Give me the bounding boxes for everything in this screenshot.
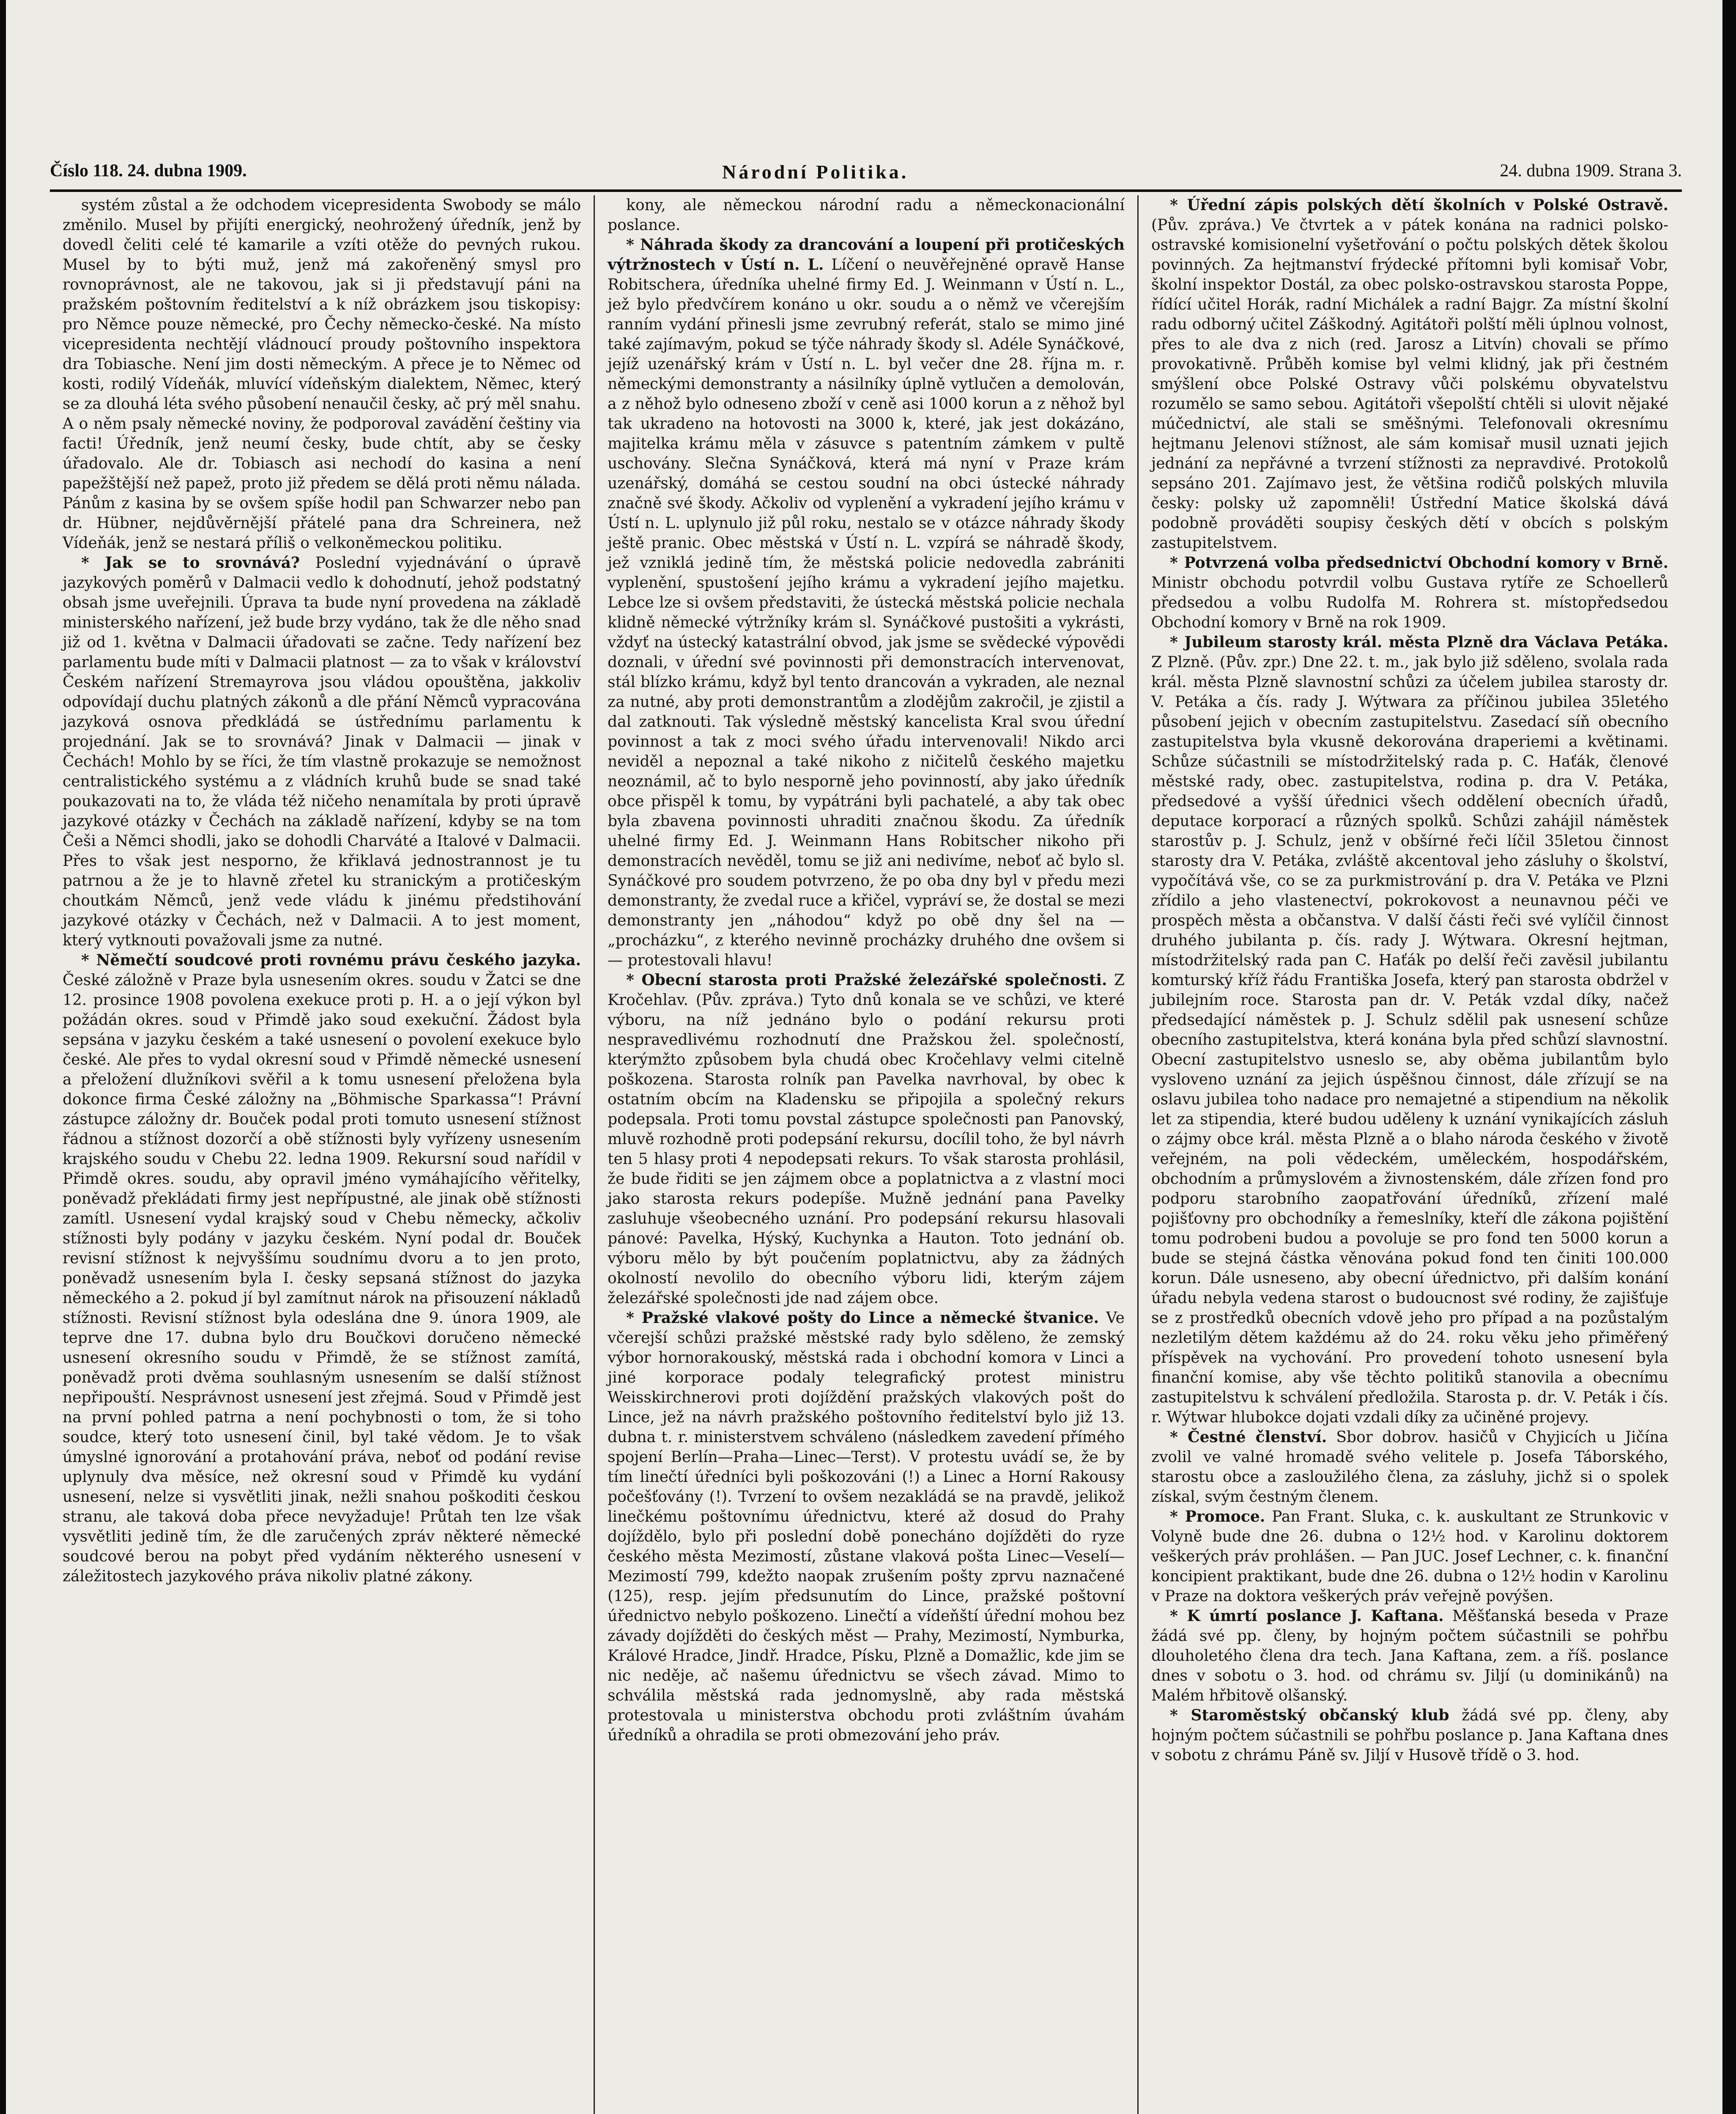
- article-heading: * Úřední zápis polských dětí školních v Polské Ostravě.: [1170, 196, 1668, 214]
- article-paragraph: [608, 195, 1125, 235]
- article-text: kony, ale německou národní radu a německonacionální poslance.: [608, 197, 1125, 234]
- article-columns: [50, 195, 1682, 2114]
- article-paragraph: [63, 950, 581, 1586]
- article-text: České záložně v Praze byla usnesením okres. soudu v Žatci se dne 12. prosince 1908 povolena exekuce proti p. H. a o její výkon byl požádán okres. soud v Přimdě jako soud exekuční. Žádost byla sepsána v jazyku českém a také usnesení o povolení exekuce bylo české. Ale přes to vydal okresní soud v Přimdě německé usnesení a přeložení dlužníkovi svěřil a k tomu usnesení přeložena byla dokonce firma České záložny na „Böhmische Sparkassa“! Právní zástupce záložny dr. Bouček podal proti tomuto usnesení stížnost řádnou a stížnost dozorčí a obě stížnosti byly vyřízeny usnesením krajského soudu v Chebu 22. ledna 1909. Rekursní soud nařídil v Přimdě okres. soudu, aby opravil jméno vymáhajícího věřitelky, poněvadž překládati firmy jest nepřípustné, ale jinak obě stížnosti zamítl. Usnesení vydal krajský soud v Chebu německy, ačkoliv stížnosti byly podány v jazyku českém. Nyní podal dr. Bouček revisní stížnost k nejvyššímu soudnímu dvoru a to jen proto, poněvadž usnesením byla I. česky sepsaná stížnost do jazyka německého a 2. pokud jí byl zamítnut nárok na přisouzení nákladů stížnosti. Revisní stížnost byla odeslána dne 9. února 1909, ale teprve dne 17. dubna bylo dru Boučkovi doručeno německé usnesení okresního soudu v Přimdě, že se stížnost zamítá, poněvadž proti dvěma souhlasným usnesením se další stížnost nepřipouští. Nesprávnost usnesení jest zřejmá. Soud v Přimdě jest na první pohled patrna a není pochybnosti o tom, že si toho soudce, který toto usnesení činil, byl také vědom. Je to však úmyslné ignorování a protahování práva, neboť od podání revise uplynuly dva měsíce, než okresní soud v Přimdě ku vydání usnesení, nelze si vysvětliti jinak, nežli snahou poškoditi českou stranu, ale taková doba přece nevyžaduje! Průtah ten lze však vysvětliti jedině tím, že dle zaručených zpráv některé německé soudcové berou na pobyt před vydáním některého usnesení v záležitostech jazykového práva nikoliv platné zákony.: [63, 972, 581, 1585]
- article-heading: * Jubileum starosty král. města Plzně dra Václava Petáka.: [1170, 633, 1668, 651]
- article-paragraph: [1151, 1507, 1668, 1606]
- article-text: Poslední vyjednávání o úpravě jazykových poměrů v Dalmacii vedlo k dohodnutí, jehož podstatný obsah jsme uveřejnili. Úprava ta bude nyní provedena na základě ministerského nařízení, jež bude brzy vydáno, tak že dle něho snad již od 1. května v Dalmacii úřadovati se začne. Tedy nařízení bez parlamentu bude míti v Dalmacii platnost — za to však v království Českém nařízení Stremayrova jsou vládou opouštěna, jakkoliv odpovídají duchu platných zákonů a dle přání Němců vypracována jazyková osnova předkládá se ústřednímu parlamentu k projednání. Jak se to srovnává? Jinak v Dalmacii — jinak v Čechách! Mohlo by se říci, že tím vlastně prokazuje se nemožnost centralistického systému a z vládních kruhů bude se snad také poukazovati na to, že vláda též ničeho nenamítala by proti úpravě jazykové otázky v Čechách na základě nařízení, kdyby se na tom Češi a Němci shodli, jako se dohodli Charváté a Italové v Dalmacii. Přes to však jest nesporno, že křiklavá jednostrannost je tu patrnou a že je to hlavně zřetel ku stranickým a protičeským choutkám Němců, jenž vede vládu k jinému předstihování jazykové otázky v Čechách, než v Dalmacii. A to jest moment, který vytknouti považovali jsme za nutné.: [63, 554, 581, 949]
- newspaper-title: Národní Politika.: [722, 161, 909, 183]
- article-paragraph: [63, 553, 581, 950]
- article-text: (Pův. zpráva.) Ve čtvrtek a v pátek konána na radnici polsko-ostravské komisionelní vyšetřování o počtu polských dětek školou povinných. Za hejtmanství frýdecké přítomni byli komisař Vobr, školní inspektor Dostál, za obec polsko-ostravskou starosta Poppe, řídící učitel Horák, radní Michálek a radní Bajgr. Za místní školní radu odborný učitel Záškodný. Agitátoři polští měli úplnou volnost, přes to ale dva z nich (red. Jarosz a Litvín) chovali se přímo provokativně. Průběh komise byl velmi klidný, jak při čestném smýšlení obce Polské Ostravy vůči polskému obyvatelstvu rozumělo se samo sebou. Agitátoři všepolští chtěli si ulovit nějaké múčednictví, ale stali se směšnými. Telefonovali okresnímu hejtmanu Jelenovi stížnost, ale sám komisař musil uznati jejich jednání za nepřávné a tvrzení stížnosti za nepravdivé. Protokolů sepsáno 201. Zajímavo jest, že většina rodičů polských mluvila česky: polsky už zapomněli! Ústřední Matice školská dává podobně prováděti soupisy českých dětí v obcích s polským zastupitelstvem.: [1151, 216, 1668, 552]
- issue-number-date: Číslo 118. 24. dubna 1909.: [50, 161, 247, 181]
- article-text: Ministr obchodu potvrdil volbu Gustava rytíře ze Schoellerů předsedou a volbu Rudolfa M. Rohrera st. místopředsedou Obchodní komory v Brně na rok 1909.: [1151, 574, 1668, 631]
- article-paragraph: [1151, 1606, 1668, 1706]
- article-paragraph: [608, 1308, 1125, 1745]
- article-text: Měšťanská beseda v Praze žádá své pp. členy, by hojným počtem súčastnili se pohřbu dlouholetého člena dra tech. Jana Kaftana, zem. a říš. poslance dnes v sobotu o 3. hod. od chrámu sv. Jiljí (u dominikánů) na Malém hřbitově olšanský.: [1151, 1607, 1669, 1704]
- article-paragraph: [63, 195, 581, 553]
- article-paragraph: [1151, 195, 1668, 553]
- article-heading: * Potvrzená volba předsednictví Obchodní komory v Brně.: [1170, 554, 1668, 572]
- article-heading: * K úmrtí poslance J. Kaftana.: [1170, 1607, 1444, 1625]
- article-paragraph: [608, 235, 1125, 970]
- article-text: Sbor dobrov. hasičů v Chyjicích u Jičína zvolil ve valné hromadě svého velitele p. Josefa Táborského, starostu obce a zasloužilého člena, za zásluhy, jichž si o spolek získal, svým čestným členem.: [1151, 1429, 1668, 1506]
- article-text: žádá své pp. členy, aby hojným počtem súčastnili se pohřbu poslance p. Jana Kaftana dnes v sobotu z chrámu Páně sv. Jiljí v Husově třídě o 3. hod.: [1151, 1707, 1668, 1764]
- article-paragraph: [608, 970, 1125, 1308]
- article-text: Pan Frant. Sluka, c. k. auskultant ze Strunkovic v Volyně bude dne 26. dubna o 12½ hod. v Karolinu doktorem veškerých práv prohlášen. — Pan JUC. Josef Lechner, c. k. finanční koncipient praktikant, bude dne 26. dubna o 12½ hodin v Karolinu v Praze na doktora veškerých práv veřejně povýšen.: [1151, 1508, 1668, 1605]
- article-heading: * Pražské vlakové pošty do Lince a německé štvanice.: [626, 1309, 1099, 1327]
- article-heading: * Obecní starosta proti Pražské železářské společnosti.: [626, 971, 1107, 989]
- article-paragraph: [1151, 1706, 1668, 1765]
- article-text: systém zůstal a že odchodem vicepresidenta Swobody se málo změnilo. Musel by přijíti energický, neohrožený úředník, jenž by dovedl čeliti celé té kamarile a vzíti otěže do pevných rukou. Musel by to býti muž, jenž má zakořeněný smysl pro rovnoprávnost, ale ne takovou, jak si ji představují páni na pražském poštovním ředitelství a k níž obrázkem jsou tiskopisy: pro Němce pouze německé, pro Čechy německo-české. Na místo vicepresidenta nechtějí vládnoucí proudy poštovního inspektora dra Tobiasche. Není jim dosti německým. A přece je to Němec od kosti, rodilý Vídeňák, mluvící vídeňským dialektem, Němec, který se za dlouhá léta svého působení nenaučil česky, ač prý měl snahu. A o něm psaly německé noviny, že podporoval zavádění češtiny via facti! Úředník, jenž neumí česky, bude chtít, aby se česky úřadovalo. Ale dr. Tobiasch asi nechodí do kasina a není papežštější než papež, proto již předem se dělá proti němu nálada. Pánům z kasina by se ovšem spíše hodil pan Schwarzer nebo pan dr. Hübner, nejdůvěrnější přátelé pana dra Schreinera, než Vídeňák, jenž se nestará příliš o velkoněmeckou politiku.: [63, 197, 581, 552]
- article-heading: * Němečtí soudcové proti rovnému právu českého jazyka.: [81, 951, 581, 969]
- article-paragraph: [1151, 633, 1668, 1427]
- article-text: Z Plzně. (Pův. zpr.) Dne 22. t. m., jak bylo již sděleno, svolala rada král. města Plzně slavnostní schůzi za účelem jubilea starosty dr. V. Petáka a čís. rady J. Wýtwara za příčinou jubilea 35letého působení jejich v obecním zastupitelstvu. Zasedací síň obecního zastupitelstva byla vkusně dekorována draperiemi a květinami. Schůze súčastnili se místodržitelský rada p. C. Haťák, členové městské rady, obec. zastupitelstva, rodina p. dra V. Petáka, předsedové a vyšší úřednici všech oddělení obecních úřadů, deputace korporací a různých spolků. Schůzi zahájil náměstek starostův p. J. Schulz, jenž v obšírné řeči líčil 35letou činnost starosty dra V. Petáka, zvláště akcentoval jeho zásluhy o školství, vypočítává vše, co se za purkmistrování p. dra V. Petáka ve Plzni zřídilo a jeho vlastenectví, pokrokovost a neunavnou péči ve prospěch města a občanstva. V další části řeči své vylíčil činnost druhého jubilanta p. čís. rady J. Wýtwara. Okresní hejtman, místodržitelský rada pan C. Haťák po delší řeči zavěsil jubilantu komturský kříž řádu Františka Josefa, který pan starosta obdržel v jubilejním roce. Starosta pan dr. V. Peták vzdal díky, načež předsedající náměstek p. J. Schulz sdělil pak usnesení schůze obecního zastupitelstva, která konána byla před schůzí slavnostní. Obecní zastupitelstvo usneslo se, aby oběma jubilantům bylo vysloveno uznání za jejich úspěšnou činnost, dále zřízují se na oslavu jubilea toho nadace pro nemajetné a stipendium na několik let za stipendia, které budou uděleny k uznání vynikajících zásluh o zájmy obce král. města Plzně a o blaho národa českého v životě veřejném, na poli vědeckém, uměleckém, hospodářském, obchodním a průmyslovém a živnostenském, dále zřízen fond pro podporu starobního zaopatřování úředníků, zřízení malé pojišťovny pro obchodníky a řemeslníky, kteří dle zákona pojištění tomu podrobeni budou a povoluje se pro fond ten 5000 korun a bude se stejná částka věnována pokud fond ten činiti 100.000 korun. Dále usneseno, aby obecní úřednictvo, při dalším konání úřadu nebyla vedena starost o budoucnost své rodiny, že zajišťuje se z prostředků obecních vdově jeho pro případ a na pozůstalým nezletilým dětem každému až do 24. roku věku jeho přiměřený příspěvek na vychování. Pro provedení tohoto usnesení byla finanční komise, aby vše těchto politiků stanovila a obecnímu zastupitelstvu k schválení předložila. Starosta p. dr. V. Peták i čís. r. Wýtwar hlubokce dojati vzdali díky za učiněné projevy.: [1151, 654, 1668, 1426]
- newspaper-page: [6, 0, 1722, 2114]
- article-heading: * Promoce.: [1170, 1508, 1265, 1525]
- article-heading: * Staroměstský občanský klub: [1170, 1706, 1449, 1724]
- article-heading: * Náhrada škody za drancování a loupení při protičeských výtržnostech v Ústí n. L.: [608, 236, 1125, 274]
- article-heading: * Čestné členství.: [1170, 1428, 1327, 1446]
- column-2: [594, 195, 1137, 2114]
- date-page-number: 24. dubna 1909. Strana 3.: [1500, 161, 1682, 181]
- column-1: [50, 195, 594, 2114]
- column-3: [1137, 195, 1681, 2114]
- header-rule: [50, 189, 1682, 192]
- article-paragraph: [1151, 1427, 1668, 1507]
- article-heading: * Jak se to srovnává?: [81, 554, 300, 572]
- article-text: Ve včerejší schůzi pražské městské rady bylo sděleno, že zemský výbor hornorakouský, městská rada i obchodní komora v Linci a jiné korporace podaly telegrafický protest ministru Weisskirchnerovi proti dojíždění pražských vlakových pošt do Lince, jež na návrh pražského poštovního ředitelství bylo již 13. dubna t. r. ministerstvem schváleno (následkem zavedení přímého spojení Berlín—Praha—Linec—Terst). V protestu uvádí se, že by tím linečtí úředníci byli poškozováni (!) a Linec a Horní Rakousy počešťovány (!). Tvrzení to ovšem nezakládá se na pravdě, jelikož linečkému poštovnímu úřednictvu, které až dosud do Prahy dojíždělo, bylo při poslední době ponecháno dojížděti do ryze českého města Mezimostí, zůstane vlaková pošta Linec—Veselí—Mezimostí 799, kdežto naopak zrušením pošty zprvu naznačené (125), resp. jejím předsunutím do Lince, pražské poštovní úřednictvo nebylo poškozeno. Linečtí a vídeňští úřední mohou bez závady dojížděti do českých měst — Prahy, Mezimostí, Nymburka, Králové Hradce, Jindř. Hradce, Písku, Plzně a Domažlic, kde jim se nic neděje, ač našemu úřednictvu se všech závad. Mimo to schválila městská rada jednomyslně, aby rada městská protestovala u ministerstva obchodu proti zvláštním úvahám úředníků a ohradila se proti obmezování jeho práv.: [608, 1309, 1125, 1744]
- article-text: Líčení o neuvěřejněné opravě Hanse Robitschera, úředníka uhelné firmy Ed. J. Weinmann v Ústí n. L., jež bylo předvčírem konáno u okr. soudu a o němž ve včerejším ranním vydání přinesli jsme zevrubný referát, stalo se mimo jiné také zajímavým, pokud se týče náhrady škody sl. Adéle Synáčkové, jejíž uzenářský krám v Ústí n. L. byl večer dne 28. října m. r. německými demonstranty a násilníky úplně vytlučen a demolován, a z něhož bylo odneseno zboží v ceně asi 1000 korun a z něhož byl tak ukradeno na hotovosti na 3000 k, které, jak jest dokázáno, majitelka krámu měla v zásuvce s patentním zámkem v pultě uschovány. Slečna Synáčková, která má nyní v Praze krám uzenářský, domáhá se cestou soudní na obci ústecké náhrady značně své škody. Ačkoliv od vyplenění a vykradení jejího krámu v Ústí n. L. uplynulo již půl roku, nestalo se v otázce náhrady škody ještě pranic. Obec městská v Ústí n. L. vzpírá se náhradě škody, jež vzniklá jedině tím, že městská policie nedovedla zabrániti vyplenění, spustošení jejího krámu a vykradení jejího majetku. Lebce lze si ovšem představiti, že ústecká městská policie nechala klidně německé výtržníky krám sl. Synáčkové pustošiti a vykrásti, vždyť na ústecký katastrální obvod, jak jsme se svědecké výpovědi doznali, v úřední své povinnosti při demonstracích intervenovat, stál blízko krámu, když byl tento drancován a vykraden, ale neznal za nutné, aby proti demonstrantům a zlodějům zakročil, je zjistil a dal zatknouti. Tak výsledně městský kancelista Kral svou úřední povinnost a tak z moci svého úřadu intervenovali! Nikdo arci neviděl a nepoznal a také nikoho z ničitelů českého majetku neoznámil, ač to bylo nesporně jeho povinností, aby jako úředník obce přispěl k tomu, by vypátráni byli pachatelé, a aby tak obec byla zbavena povinnosti uhraditi značnou škodu. Za úředník uhelné firmy Ed. J. Weinmann Hans Robitscher nikoho při demonstracích nevěděl, tomu se již ani nedivíme, neboť ač bylo sl. Synáčkové pro soudem potvrzeno, že po oba dny byl v předu mezi demonstranty, že zvedal ruce a křičel, vypráví se, že dostal se mezi demonstranty jen „náhodou“ když po obě dny šel na — „procházku“, z kterého nevinně procházky druhého dne ovšem si — protestovali hlavu!: [608, 256, 1125, 969]
- article-paragraph: [1151, 553, 1668, 633]
- article-text: Z Kročehlav. (Pův. zpráva.) Tyto dnů konala se ve schůzi, ve které výboru, na níž jednáno bylo o podání rekursu proti nespravedlivému rozhodnutí dne Pražskou žel. společností, kterýmžto způsobem byla chudá obec Kročehlavy velmi citelně poškozena. Starosta rolník pan Pavelka navrhoval, by obec k ostatním obcím na Kladensku se připojila a společný rekurs podepsala. Proti tomu povstal zástupce společnosti pan Panovský, mluvě rozhodně proti podepsání rekursu, docílil toho, že byl návrh ten 5 hlasy proti 4 nepodepsati rekurs. To však starosta prohlásil, že bude řiditi se jen zájmem obce a poplatnictva a z vlastní moci jako starosta rekurs podepíše. Mužně jednání pana Pavelky zasluhuje všeobecného uznání. Pro podepsání rekursu hlasovali pánové: Pavelka, Hýský, Kuchynka a Hauton. Toto jednání ob. výboru mělo by být poučením poplatnictvu, aby za žádných okolností nevolilo do obecního výboru lidi, kterým zájem železářské společnosti jde nad zájem obce.: [608, 972, 1125, 1307]
